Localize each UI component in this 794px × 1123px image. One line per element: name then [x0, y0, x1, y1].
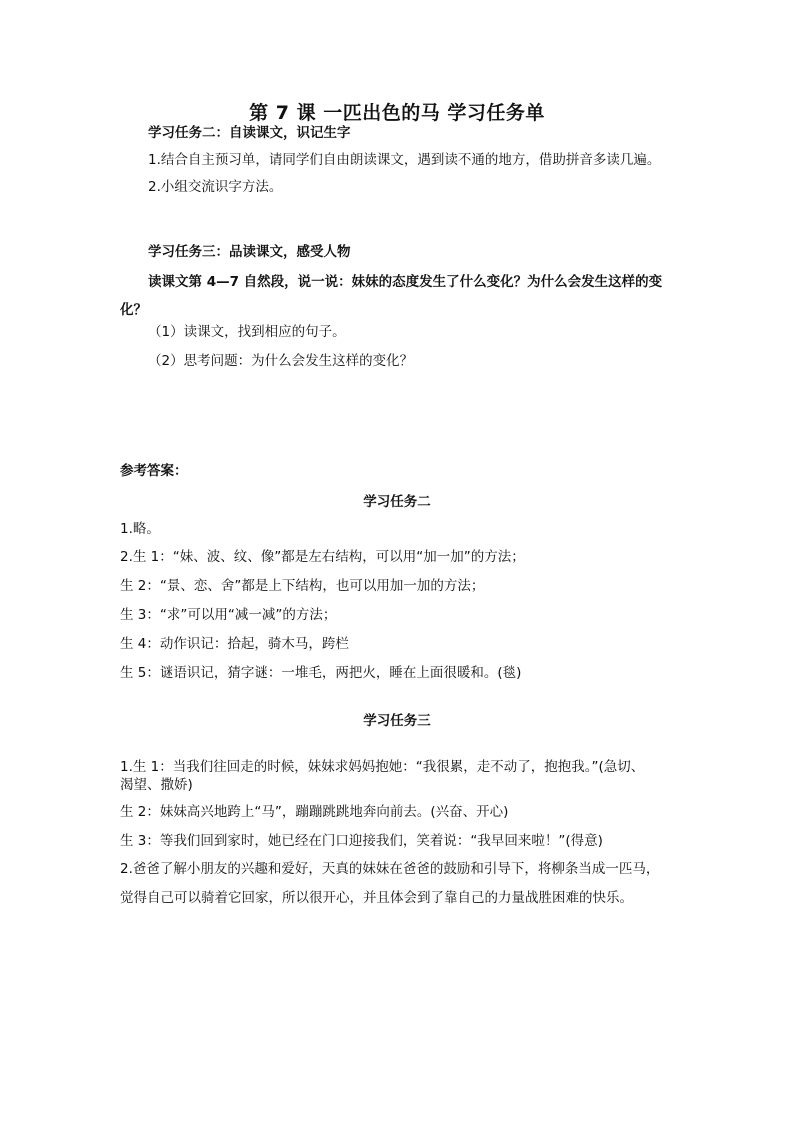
- task3-heading: 学习任务三：品读课文，感受人物: [148, 244, 351, 260]
- task3-prompt-line2: 化？: [120, 302, 147, 318]
- answers-task2-line: 生 2：“景、恋、舍”都是上下结构，也可以用加一加的方法；: [120, 578, 485, 594]
- answers-task3-line: 生 3：等我们回到家时，她已经在门口迎接我们，笑着说：“我早回来啦！”(得意): [120, 833, 603, 849]
- task2-item-2: 2.小组交流识字方法。: [148, 179, 283, 195]
- answers-task2-line: 生 3：“求”可以用“减一减”的方法；: [120, 607, 337, 623]
- answers-task2-heading: 学习任务二: [363, 494, 431, 510]
- task3-sub-2: （2）思考问题：为什么会发生这样的变化？: [148, 353, 414, 369]
- task3-sub-1: （1）读课文，找到相应的句子。: [148, 324, 346, 340]
- page-title: 第 7 课 一匹出色的马 学习任务单: [249, 102, 545, 124]
- answers-heading: 参考答案：: [120, 463, 188, 479]
- answers-task3-line: 渴望、撒娇): [120, 777, 193, 793]
- answers-task3-line: 觉得自己可以骑着它回家，所以很开心，并且体会到了靠自己的力量战胜困难的快乐。: [120, 890, 633, 906]
- answers-task3-line: 生 2：妹妹高兴地跨上“马”，蹦蹦跳跳地奔向前去。(兴奋、开心): [120, 804, 509, 820]
- answers-task3-heading: 学习任务三: [363, 713, 431, 729]
- task2-heading: 学习任务二：自读课文，识记生字: [148, 125, 351, 141]
- answers-task2-line: 生 5：谜语识记，猜字谜：一堆毛，两把火，睡在上面很暖和。(毯): [120, 665, 522, 681]
- task3-prompt-line1: 读课文第 4—7 自然段，说一说：妹妹的态度发生了什么变化？为什么会发生这样的变: [148, 274, 663, 290]
- answers-task2-line: 2.生 1：“妹、波、纹、像”都是左右结构，可以用“加一加”的方法；: [120, 549, 525, 565]
- answers-task3-line: 2.爸爸了解小朋友的兴趣和爱好，天真的妹妹在爸爸的鼓励和引导下，将柳条当成一匹马，: [120, 861, 660, 877]
- task2-item-1: 1.结合自主预习单，请同学们自由朗读课文，遇到读不通的地方，借助拼音多读几遍。: [148, 152, 661, 168]
- answers-task3-line: 1.生 1：当我们往回走的时候，妹妹求妈妈抱她：“我很累，走不动了，抱抱我。”(急切、: [120, 759, 645, 775]
- answers-task2-line: 1.略。: [120, 521, 160, 537]
- answers-task2-line: 生 4：动作识记：拾起，骑木马，跨栏: [120, 636, 349, 652]
